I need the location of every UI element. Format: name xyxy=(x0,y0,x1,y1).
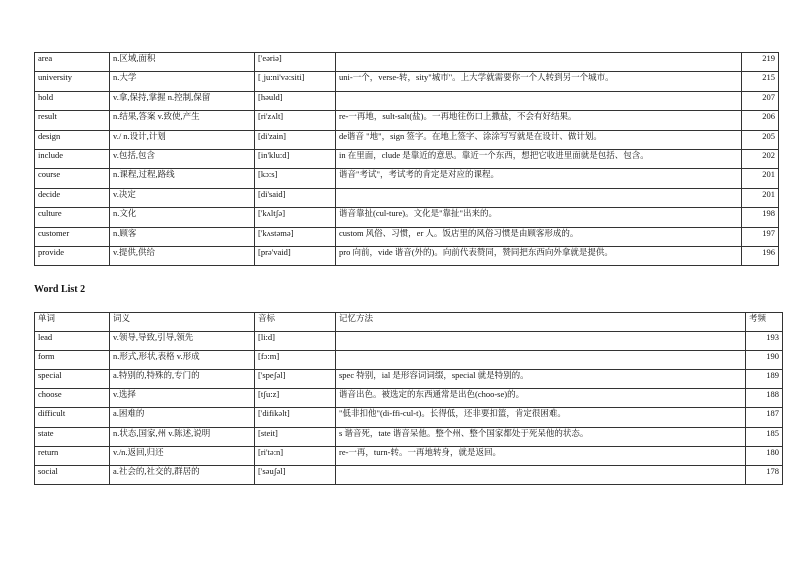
cell-freq: 187 xyxy=(746,408,783,427)
header-word: 单词 xyxy=(35,313,110,332)
word-list-1-body xyxy=(35,53,779,266)
cell-memory xyxy=(336,53,742,72)
word-list-2-table xyxy=(34,312,783,485)
cell-freq: 190 xyxy=(746,351,783,370)
cell-meaning: a.困难的 xyxy=(110,408,255,427)
cell-meaning: n.区域,面积 xyxy=(110,53,255,72)
cell-phonetic: ['kʌstəmə] xyxy=(255,227,336,246)
cell-phonetic: [fɔ:m] xyxy=(255,351,336,370)
cell-word: result xyxy=(35,111,110,130)
cell-memory xyxy=(336,465,746,484)
cell-phonetic: ['difikəlt] xyxy=(255,408,336,427)
cell-word: social xyxy=(35,465,110,484)
table-row xyxy=(35,446,783,465)
cell-freq: 185 xyxy=(746,427,783,446)
header-meaning: 词义 xyxy=(110,313,255,332)
table-header-row xyxy=(35,313,783,332)
cell-word: hold xyxy=(35,91,110,110)
cell-memory: uni-一个，verse-转，sity"城市"。上大学就需要你一个人转到另一个城市。 xyxy=(336,72,742,91)
cell-word: return xyxy=(35,446,110,465)
cell-freq: 207 xyxy=(742,91,779,110)
table-row xyxy=(35,370,783,389)
cell-word: lead xyxy=(35,332,110,351)
cell-phonetic: [di'said] xyxy=(255,188,336,207)
cell-phonetic: [di'zain] xyxy=(255,130,336,149)
cell-word: course xyxy=(35,169,110,188)
cell-freq: 201 xyxy=(742,169,779,188)
word-list-2-body xyxy=(35,313,783,485)
cell-freq: 193 xyxy=(746,332,783,351)
cell-memory xyxy=(336,188,742,207)
cell-phonetic: [in'klu:d] xyxy=(255,149,336,168)
cell-meaning: v.拿,保持,掌握 n.控制,保留 xyxy=(110,91,255,110)
cell-memory: 谐音出色。被选定的东西通常是出色(choo-se)的。 xyxy=(336,389,746,408)
cell-phonetic: [ri'zʌlt] xyxy=(255,111,336,130)
cell-word: difficult xyxy=(35,408,110,427)
table-row xyxy=(35,389,783,408)
cell-meaning: v.决定 xyxy=(110,188,255,207)
cell-memory: 谐音"考试"，考试考的肯定是对应的课程。 xyxy=(336,169,742,188)
cell-word: culture xyxy=(35,208,110,227)
cell-freq: 205 xyxy=(742,130,779,149)
cell-freq: 180 xyxy=(746,446,783,465)
header-frequency: 考频 xyxy=(746,313,783,332)
cell-meaning: v./ n.设计,计划 xyxy=(110,130,255,149)
cell-meaning: v.选择 xyxy=(110,389,255,408)
cell-freq: 198 xyxy=(742,208,779,227)
cell-meaning: v.提供,供给 xyxy=(110,246,255,265)
cell-phonetic: [həuld] xyxy=(255,91,336,110)
cell-memory: "低非扣他"(di-ffi-cul-t)。长得低，还非要扣篮，肯定很困难。 xyxy=(336,408,746,427)
cell-memory: in 在里面，clude 是靠近的意思。靠近一个东西，想把它收进里面就是包括、包含。 xyxy=(336,149,742,168)
cell-meaning: n.形式,形状,表格 v.形成 xyxy=(110,351,255,370)
table-row xyxy=(35,91,779,110)
cell-memory: re-一再地，sult-salt(盐)。一再地往伤口上撒盐，不会有好结果。 xyxy=(336,111,742,130)
table-row xyxy=(35,53,779,72)
word-list-2-title: Word List 2 xyxy=(34,284,86,295)
cell-memory: 谐音靠扯(cul-ture)。文化是"靠扯"出来的。 xyxy=(336,208,742,227)
cell-meaning: n.顾客 xyxy=(110,227,255,246)
cell-freq: 189 xyxy=(746,370,783,389)
cell-phonetic: [li:d] xyxy=(255,332,336,351)
cell-meaning: v.包括,包含 xyxy=(110,149,255,168)
cell-freq: 178 xyxy=(746,465,783,484)
cell-word: customer xyxy=(35,227,110,246)
cell-freq: 215 xyxy=(742,72,779,91)
cell-word: university xyxy=(35,72,110,91)
cell-word: form xyxy=(35,351,110,370)
table-row xyxy=(35,465,783,484)
header-phonetic: 音标 xyxy=(255,313,336,332)
cell-word: provide xyxy=(35,246,110,265)
table-row xyxy=(35,332,783,351)
cell-freq: 197 xyxy=(742,227,779,246)
cell-word: state xyxy=(35,427,110,446)
table-row xyxy=(35,208,779,227)
cell-phonetic: ['kʌltʃə] xyxy=(255,208,336,227)
cell-word: decide xyxy=(35,188,110,207)
cell-phonetic: [steit] xyxy=(255,427,336,446)
cell-meaning: n.文化 xyxy=(110,208,255,227)
cell-meaning: n.大学 xyxy=(110,72,255,91)
cell-freq: 201 xyxy=(742,188,779,207)
cell-phonetic: ['səuʃəl] xyxy=(255,465,336,484)
cell-memory: custom 风俗、习惯，er 人。饭店里的风俗习惯是由顾客形成的。 xyxy=(336,227,742,246)
table-row xyxy=(35,130,779,149)
table-row xyxy=(35,149,779,168)
table-row xyxy=(35,188,779,207)
cell-word: area xyxy=(35,53,110,72)
cell-meaning: n.结果,答案 v.致使,产生 xyxy=(110,111,255,130)
table-row xyxy=(35,427,783,446)
table-row xyxy=(35,351,783,370)
cell-word: special xyxy=(35,370,110,389)
word-list-1-table xyxy=(34,52,779,266)
cell-meaning: v./n.返回,归还 xyxy=(110,446,255,465)
cell-freq: 219 xyxy=(742,53,779,72)
cell-meaning: a.特别的,特殊的,专门的 xyxy=(110,370,255,389)
cell-phonetic: [ˌju:ni'və:siti] xyxy=(255,72,336,91)
cell-phonetic: [kɔ:s] xyxy=(255,169,336,188)
cell-memory xyxy=(336,351,746,370)
table-row xyxy=(35,227,779,246)
cell-phonetic: ['eəriə] xyxy=(255,53,336,72)
cell-word: design xyxy=(35,130,110,149)
cell-meaning: a.社会的,社交的,群居的 xyxy=(110,465,255,484)
cell-meaning: n.课程,过程,路线 xyxy=(110,169,255,188)
cell-freq: 202 xyxy=(742,149,779,168)
cell-phonetic: ['speʃəl] xyxy=(255,370,336,389)
cell-freq: 196 xyxy=(742,246,779,265)
cell-memory: de谐音 "地"，sign 签字。在地上签字、涂涂写写就是在设计、做计划。 xyxy=(336,130,742,149)
table-row xyxy=(35,246,779,265)
cell-freq: 206 xyxy=(742,111,779,130)
header-memory: 记忆方法 xyxy=(336,313,746,332)
cell-phonetic: [prə'vaid] xyxy=(255,246,336,265)
table-row xyxy=(35,72,779,91)
cell-freq: 188 xyxy=(746,389,783,408)
cell-phonetic: [tʃu:z] xyxy=(255,389,336,408)
cell-memory: s 谐音死，tate 谐音呆他。整个州、整个国家都处于死呆他的状态。 xyxy=(336,427,746,446)
cell-word: include xyxy=(35,149,110,168)
cell-memory xyxy=(336,332,746,351)
cell-meaning: v.领导,导致,引导,领先 xyxy=(110,332,255,351)
cell-memory xyxy=(336,91,742,110)
cell-word: choose xyxy=(35,389,110,408)
cell-phonetic: [ri'tə:n] xyxy=(255,446,336,465)
cell-memory: re-一再，turn-转。一再地转身，就是返回。 xyxy=(336,446,746,465)
cell-memory: spec 特别，ial 是形容词词缀，special 就是特别的。 xyxy=(336,370,746,389)
cell-meaning: n.状态,国家,州 v.陈述,说明 xyxy=(110,427,255,446)
table-row xyxy=(35,111,779,130)
cell-memory: pro 向前，vide 谐音(外的)。向前代表赞同，赞同把东西向外拿就是提供。 xyxy=(336,246,742,265)
table-row xyxy=(35,169,779,188)
table-row xyxy=(35,408,783,427)
